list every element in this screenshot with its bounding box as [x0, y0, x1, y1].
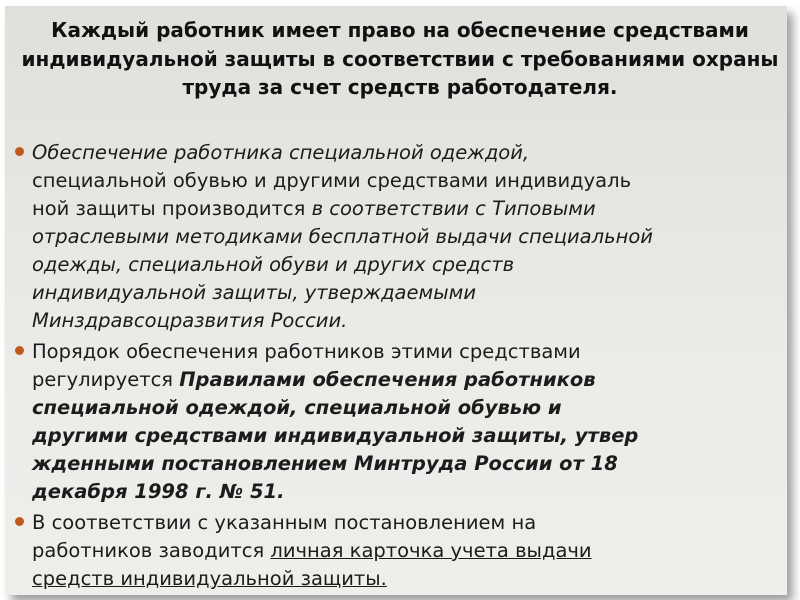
bullet-list	[15, 139, 787, 593]
bullet-line	[32, 167, 787, 195]
bullet-line	[32, 565, 787, 593]
bullet-line	[32, 307, 787, 335]
bullet-text: другими средствами индивидуальной защиты, утвер	[32, 424, 639, 447]
bullet-line	[32, 139, 787, 167]
bullet-line	[32, 422, 787, 450]
bullet-text: В соответствии с указанным постановлением на	[32, 511, 537, 534]
bullet-line	[32, 450, 787, 478]
bullet-line	[32, 394, 787, 422]
bullet-item	[15, 509, 787, 593]
bullet-text: специальной одеждой, специальной обувью и	[32, 396, 562, 419]
bullet-text: Правилами обеспечения работников	[179, 368, 596, 391]
bullet-dot-icon	[15, 346, 24, 355]
bullet-line	[32, 366, 787, 394]
bullet-line	[32, 279, 787, 307]
bullet-text: Порядок обеспечения работников этими средствами	[32, 340, 581, 363]
bullet-text: работников заводится	[32, 539, 271, 562]
bullet-line	[32, 509, 787, 537]
bullet-line	[32, 195, 787, 223]
bullet-text: декабря 1998 г. № 51.	[32, 480, 285, 503]
bullet-text: в соответствии с Типовыми	[311, 197, 596, 220]
slide-title: Каждый работник имеет право на обеспечение средствами индивидуальной защиты в соответствии с требованиями охраны труда за счет средств работодателя.	[21, 18, 779, 99]
bullet-dot-icon	[15, 147, 24, 156]
bullet-line	[32, 478, 787, 506]
bullet-item	[15, 338, 787, 506]
bullet-text: индивидуальной защиты, утверждаемыми	[32, 281, 476, 304]
bullet-text: ной защиты производится	[32, 197, 312, 220]
bullet-item	[15, 139, 787, 335]
bullet-text: одежды, специальной обуви и других средств	[32, 253, 515, 276]
content-panel	[5, 6, 787, 595]
bullet-line	[32, 338, 787, 366]
bullet-line	[32, 251, 787, 279]
bullet-text: Минздравсоцразвития России.	[32, 309, 348, 332]
bullet-dot-icon	[15, 517, 24, 526]
bullet-text: средств индивидуальной защиты.	[32, 567, 387, 590]
bullet-text: жденными постановлением Минтруда России от 18	[32, 452, 618, 475]
bullet-text: регулируется	[32, 368, 180, 391]
bullet-line	[32, 537, 787, 565]
bullet-text: Обеспечение работника специальной одеждой,	[32, 141, 530, 164]
bullet-line	[32, 223, 787, 251]
bullet-text: личная карточка учета выдачи	[270, 539, 592, 562]
bullet-text: отраслевыми методиками бесплатной выдачи специальной	[32, 225, 653, 248]
bullet-text: специальной обувью и другими средствами индивидуаль	[32, 169, 632, 192]
